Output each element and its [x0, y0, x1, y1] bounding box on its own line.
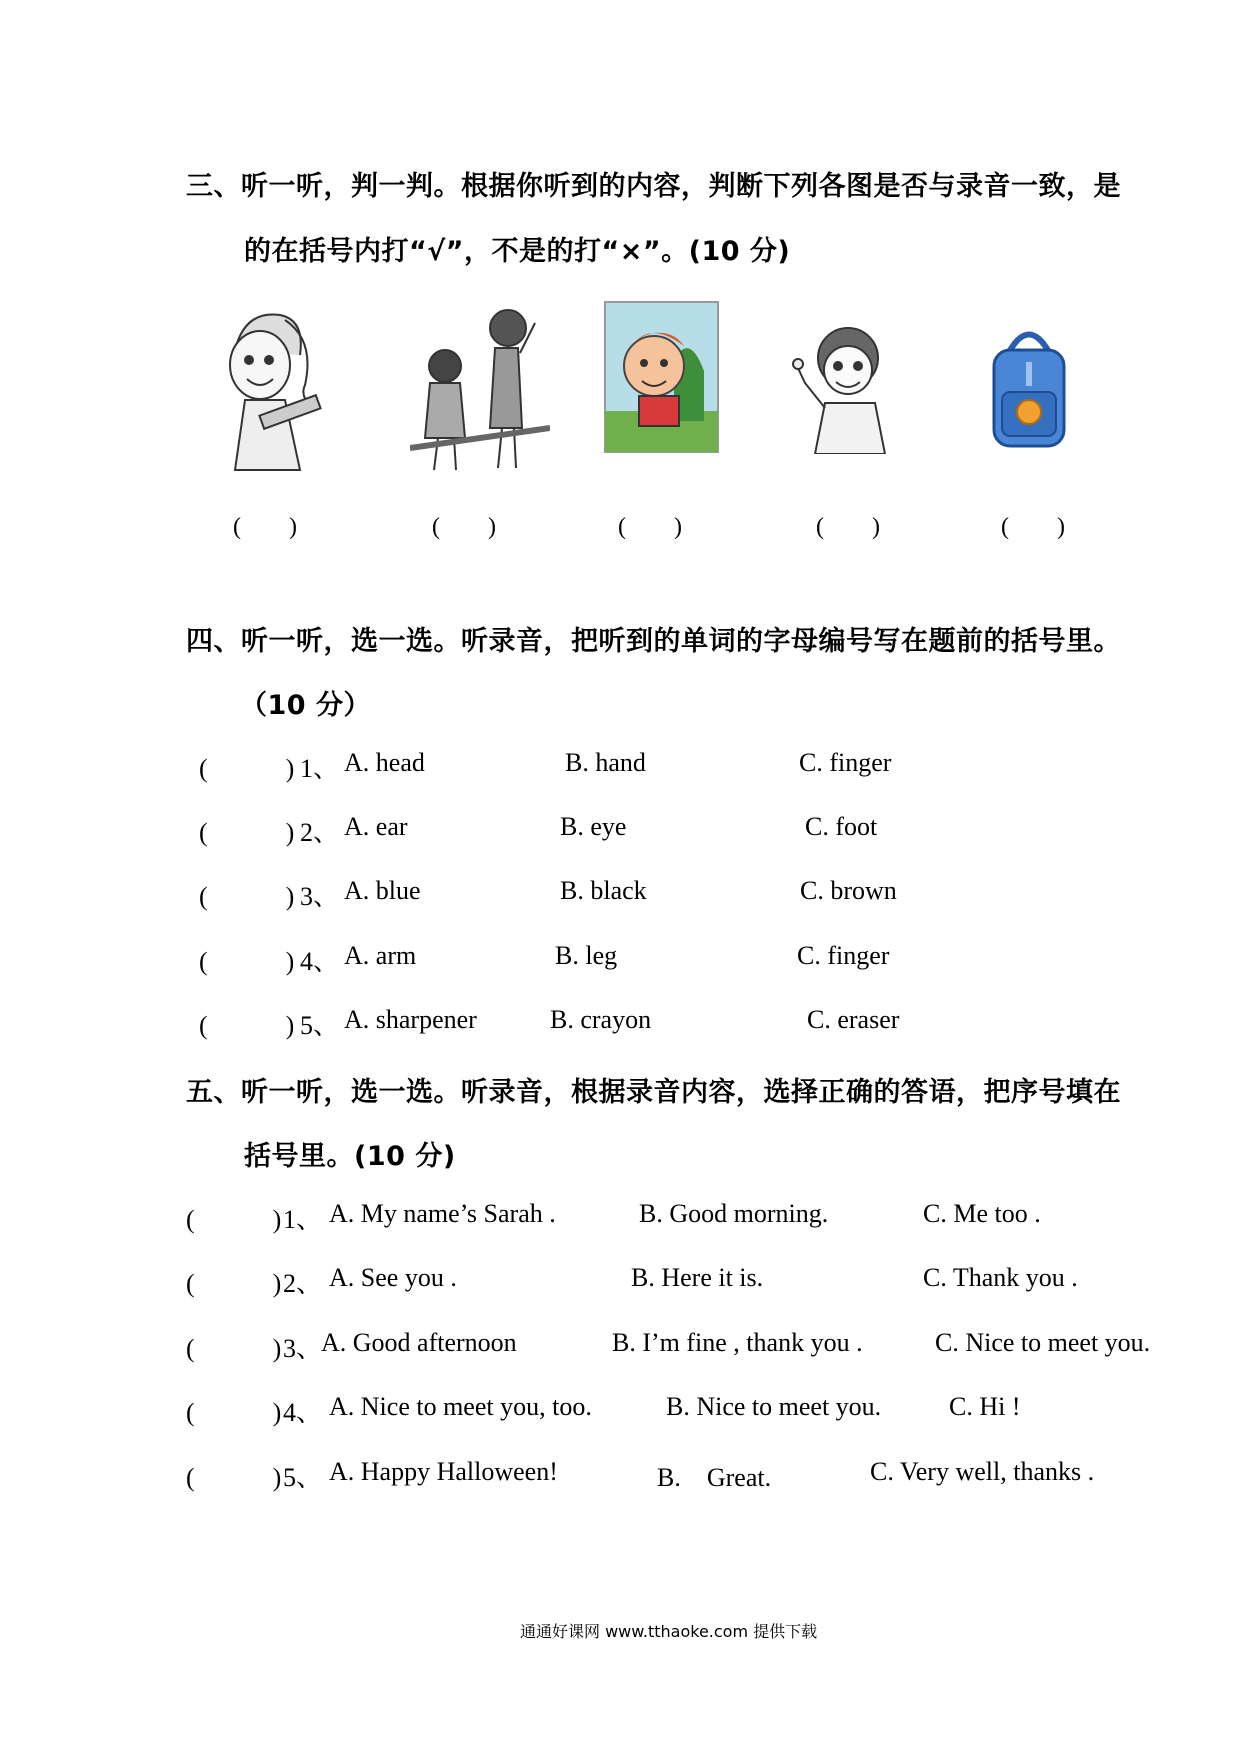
option-c: C. finger — [799, 748, 892, 777]
section4-title-line2: （10 分） — [240, 690, 371, 721]
option-b: B. eye — [560, 812, 627, 841]
option-c: C. Me too . — [923, 1199, 1041, 1228]
item-number: 4、 — [283, 1398, 323, 1427]
answer-bracket[interactable]: ( ) — [199, 818, 295, 847]
boy-with-book-icon — [604, 301, 719, 453]
picture-answer-bracket[interactable]: ( ) — [233, 514, 297, 540]
boy-waving-icon — [790, 318, 900, 454]
option-a: A. See you . — [329, 1263, 457, 1292]
option-c: C. eraser — [807, 1005, 900, 1034]
section3-title-line2: 的在括号内打“√”，不是的打“×”。(10 分) — [244, 236, 791, 267]
option-a: A. arm — [344, 941, 417, 970]
option-a: A. head — [344, 748, 425, 777]
answer-bracket[interactable]: ( ) — [186, 1205, 282, 1234]
option-a: A. Happy Halloween! — [329, 1457, 558, 1486]
picture-answer-bracket[interactable]: ( ) — [1001, 514, 1065, 540]
answer-bracket[interactable]: ( ) — [186, 1269, 282, 1298]
item-number: 1、 — [300, 754, 340, 783]
option-c: C. Thank you . — [923, 1263, 1078, 1292]
item-number: 5、 — [300, 1011, 340, 1040]
option-b: B. Good morning. — [639, 1199, 829, 1228]
girl-holding-ruler-icon — [205, 295, 335, 475]
option-c: C. Very well, thanks . — [870, 1457, 1095, 1486]
item-number: 5、 — [283, 1463, 323, 1492]
answer-bracket[interactable]: ( ) — [199, 754, 295, 783]
option-b: B. crayon — [550, 1005, 652, 1034]
option-c: C. foot — [805, 812, 878, 841]
option-c: C. brown — [800, 876, 897, 905]
section5-title-line2: 括号里。(10 分) — [244, 1141, 456, 1172]
school-bag-icon — [984, 322, 1074, 450]
option-b: B. black — [560, 876, 647, 905]
section4-title-line1: 四、听一听，选一选。听录音，把听到的单词的字母编号写在题前的括号里。 — [186, 626, 1121, 657]
option-a: A. ear — [344, 812, 408, 841]
answer-bracket[interactable]: ( ) — [199, 882, 295, 911]
option-a: A. sharpener — [344, 1005, 477, 1034]
item-number: 2、 — [300, 818, 340, 847]
option-b: B. Nice to meet you. — [666, 1392, 882, 1421]
option-a: A. My name’s Sarah . — [329, 1199, 556, 1228]
section5-title-line1: 五、听一听，选一选。听录音，根据录音内容，选择正确的答语，把序号填在 — [186, 1077, 1121, 1108]
option-b: B. Great. — [657, 1463, 772, 1492]
item-number: 3、 — [300, 882, 340, 911]
answer-bracket[interactable]: ( ) — [186, 1463, 282, 1492]
item-number: 1、 — [283, 1205, 323, 1234]
item-number: 4、 — [300, 947, 340, 976]
option-c: C. Nice to meet you. — [935, 1328, 1151, 1357]
picture-answer-bracket[interactable]: ( ) — [432, 514, 496, 540]
item-number: 3、 — [283, 1334, 323, 1363]
option-a: A. blue — [344, 876, 421, 905]
option-a: A. Good afternoon — [321, 1328, 517, 1357]
option-b: B. hand — [565, 748, 646, 777]
option-c: C. finger — [797, 941, 890, 970]
picture-answer-bracket[interactable]: ( ) — [816, 514, 880, 540]
answer-bracket[interactable]: ( ) — [199, 1011, 295, 1040]
option-b: B. Here it is. — [631, 1263, 764, 1292]
footer-text: 通通好课网 www.tthaoke.com 提供下载 — [520, 1622, 818, 1641]
picture-answer-bracket[interactable]: ( ) — [618, 514, 682, 540]
item-number: 2、 — [283, 1269, 323, 1298]
option-a: A. Nice to meet you, too. — [329, 1392, 592, 1421]
answer-bracket[interactable]: ( ) — [186, 1334, 282, 1363]
option-b: B. I’m fine , thank you . — [612, 1328, 863, 1357]
answer-bracket[interactable]: ( ) — [199, 947, 295, 976]
boy-and-mother-icon — [410, 298, 550, 480]
option-b: B. leg — [555, 941, 618, 970]
answer-bracket[interactable]: ( ) — [186, 1398, 282, 1427]
section3-title-line1: 三、听一听，判一判。根据你听到的内容，判断下列各图是否与录音一致，是 — [186, 171, 1121, 202]
option-c: C. Hi ! — [949, 1392, 1021, 1421]
